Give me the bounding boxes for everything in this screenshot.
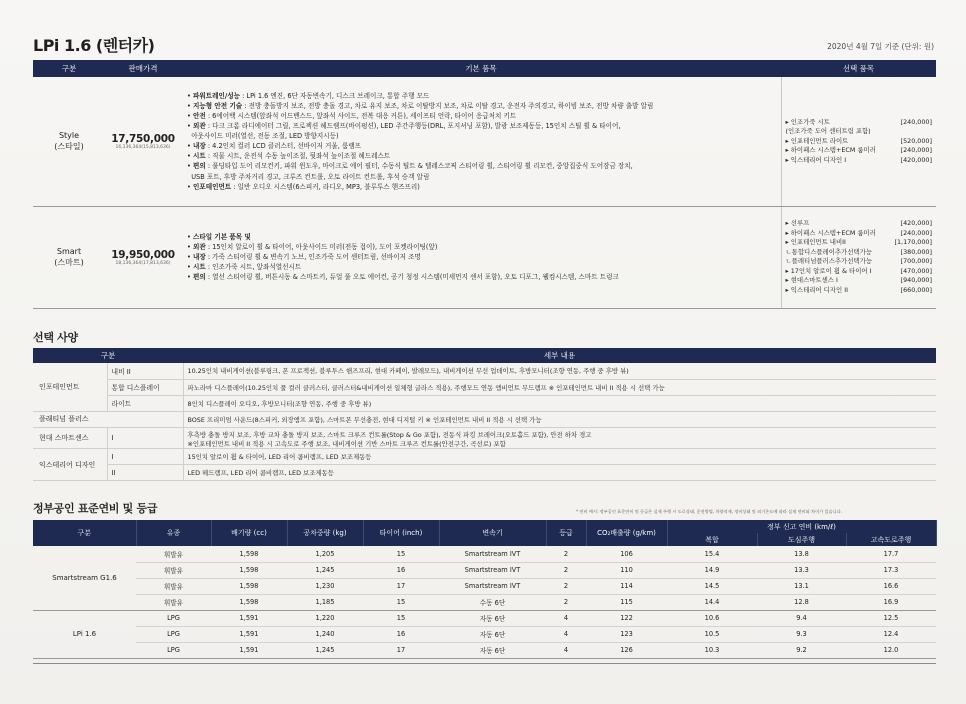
fuel-row xyxy=(33,610,936,626)
fuel-cell-transmission: Smartstream IVT xyxy=(439,546,546,562)
fuel-row xyxy=(33,546,936,562)
header-options: 선택 품목 xyxy=(781,60,936,77)
fuel-cell-city: 9.2 xyxy=(757,642,846,658)
fuel-cell-fuel-type: 휘발유 xyxy=(136,546,211,562)
fuel-cell-fuel-type: LPG xyxy=(136,642,211,658)
fuel-cell-transmission: 자동 6단 xyxy=(439,626,546,642)
trim-name: Smart xyxy=(56,247,82,256)
basic-line: • 시트 : 인조가죽 시트, 앞좌석열선시트 xyxy=(187,263,302,272)
fuel-row xyxy=(33,578,936,594)
options-header-detail: 세부 내용 xyxy=(183,348,936,363)
fuel-header-co2: CO₂배출량 (g/km) xyxy=(586,520,667,546)
fuel-header-transmission: 변속기 xyxy=(439,520,546,546)
trim-price-sub: 18,136,364(17,813,636) xyxy=(115,260,171,266)
basic-line: 아웃사이드 미러(열선, 전동 조절, LED 방향지시등) xyxy=(191,132,339,141)
option-category: 플래티넘 플러스 xyxy=(33,411,183,427)
option-detail: 15인치 알로이 휠 & 타이어, LED 리어 콤비램프, LED 보조제동등 xyxy=(183,449,936,465)
fuel-cell-grade: 4 xyxy=(546,642,586,658)
fuel-section-title: 정부공인 표준연비 및 등급 xyxy=(33,502,158,515)
option-detail: LED 헤드램프, LED 리어 콤비램프, LED 보조제동등 xyxy=(183,465,936,481)
fuel-cell-combined: 14.9 xyxy=(667,562,757,578)
option-category: 인포테인먼트 xyxy=(33,363,107,411)
fuel-cell-combined: 10.6 xyxy=(667,610,757,626)
fuel-cell-city: 13.1 xyxy=(757,578,846,594)
option-sub: II xyxy=(107,465,183,481)
basic-items xyxy=(181,206,781,308)
trim-name-cell xyxy=(33,206,105,308)
basic-line: USB 포트, 후방 주차거리 경고, 크루즈 컨트롤, 오토 라이트 컨트롤, 후석 승객 알림 xyxy=(191,172,430,181)
fuel-row xyxy=(33,642,936,658)
option-detail: BOSE 프리미엄 사운드(8스피커, 외장앰프 포함), 스마트폰 무선충전, 현대 디지털 키 ※ 인포테인먼트 내비 II 적용 시 선택 가능 xyxy=(183,411,936,427)
fuel-cell-co2: 123 xyxy=(586,626,667,642)
header-trim: 구분 xyxy=(33,60,105,77)
fuel-cell-displacement: 1,591 xyxy=(211,642,287,658)
options-section-title: 선택 사양 xyxy=(33,331,78,344)
fuel-cell-transmission: 자동 6단 xyxy=(439,610,546,626)
option-sub: 통합 디스플레이 xyxy=(107,379,183,395)
basic-line: • 지능형 안전 기술 : 전방 충돌방지 보조, 전방 충돌 경고, 차로 유지 보조, 차로 이탈방지 보조, 차로 이탈 경고, 운전자 주의경고, 하이빔 보조, 전방 차량 출발 알림 xyxy=(187,101,654,110)
option-detail: 8인치 디스플레이 오디오, 후방모니터(조향 연동, 주행 중 후방 뷰) xyxy=(183,395,936,411)
fuel-cell-co2: 114 xyxy=(586,578,667,594)
fuel-cell-transmission: 수동 6단 xyxy=(439,594,546,610)
option-item: ▸ 인포테인먼트 라이트 [520,000] xyxy=(785,136,932,145)
option-item: ▸ 하이패스 시스템+ECM 룸미러 [240,000] xyxy=(785,228,932,237)
fuel-cell-weight: 1,245 xyxy=(287,642,363,658)
fuel-cell-fuel-type: LPG xyxy=(136,610,211,626)
fuel-header-highway: 고속도로주행 xyxy=(846,533,936,546)
fuel-cell-tire: 15 xyxy=(363,594,439,610)
option-item: ▸ 익스테리어 디자인 II [660,000] xyxy=(785,285,932,294)
fuel-cell-displacement: 1,598 xyxy=(211,578,287,594)
fuel-cell-fuel-type: 휘발유 xyxy=(136,562,211,578)
option-row xyxy=(33,465,936,481)
fuel-cell-tire: 17 xyxy=(363,578,439,594)
fuel-cell-weight: 1,220 xyxy=(287,610,363,626)
fuel-cell-combined: 10.3 xyxy=(667,642,757,658)
fuel-cell-combined: 10.5 xyxy=(667,626,757,642)
fuel-cell-grade: 4 xyxy=(546,626,586,642)
fuel-header-grade: 등급 xyxy=(546,520,586,546)
fuel-header-fuel: 유종 xyxy=(136,520,211,546)
basic-line: • 파워트레인/성능 : LPi 1.6 엔진, 6단 자동변속기, 디스크 브레이크, 통합 주행 모드 xyxy=(187,91,430,100)
option-item: (인조가죽 도어 센터트림 포함) xyxy=(785,127,871,135)
fuel-cell-co2: 106 xyxy=(586,546,667,562)
fuel-cell-weight: 1,185 xyxy=(287,594,363,610)
option-item: ㄴ플래티넘플러스추가선택가능 [700,000] xyxy=(785,257,932,265)
fuel-cell-tire: 16 xyxy=(363,562,439,578)
fuel-cell-grade: 2 xyxy=(546,562,586,578)
trim-header-row xyxy=(33,60,936,77)
options-table xyxy=(33,348,936,481)
fuel-cell-co2: 126 xyxy=(586,642,667,658)
fuel-cell-highway: 16.6 xyxy=(846,578,936,594)
fuel-cell-highway: 12.5 xyxy=(846,610,936,626)
fuel-cell-combined: 14.5 xyxy=(667,578,757,594)
trim-price-cell xyxy=(105,77,181,206)
option-items xyxy=(781,77,936,206)
trim-price: 17,750,000 xyxy=(111,132,175,145)
trim-price-cell xyxy=(105,206,181,308)
option-row xyxy=(33,395,936,411)
fuel-header-displacement: 배기량 (cc) xyxy=(211,520,287,546)
fuel-cell-transmission: Smartstream IVT xyxy=(439,562,546,578)
option-detail: ※인포테인먼트 내비 II 적용 시 고속도로 주행 보조, 내비게이션 기반 스마트 크루즈 컨트롤(안전구간, 곡선로) 포함 xyxy=(183,439,936,449)
option-sub: 내비 II xyxy=(107,363,183,379)
fuel-header-combined: 복합 xyxy=(667,533,757,546)
option-detail: 10.25인치 내비게이션(블루링크, 폰 프로젝션, 블루투스 핸즈프리, 현대 카페이, 발레모드), 내비게이션 무선 업데이트, 후방모니터(조향 연동, 주행 중 후방 뷰) xyxy=(183,363,936,379)
basic-items xyxy=(181,77,781,206)
basic-line: • 시트 : 직물 시트, 운전석 수동 높이조절, 뒷좌석 높이조절 헤드레스트 xyxy=(187,152,391,161)
trim-price-sub: 16,136,364(15,813,636) xyxy=(115,144,171,150)
basic-line: • 외관 : 15인치 알로이 휠 & 타이어, 아웃사이드 미러(전동 접이), 도어 포켓라이팅(앞) xyxy=(187,242,438,251)
option-row xyxy=(33,449,936,465)
date-note: 2020년 4월 7일 기준 (단위: 원) xyxy=(827,42,934,51)
fuel-cell-fuel-type: 휘발유 xyxy=(136,594,211,610)
option-sub: I xyxy=(107,427,183,449)
fuel-body xyxy=(33,546,936,658)
option-category: 익스테리어 디자인 xyxy=(33,449,107,481)
fuel-cell-tire: 15 xyxy=(363,610,439,626)
basic-line: • 내장 : 4.2인치 컬러 LCD 클러스터, 선바이저 거울, 룸램프 xyxy=(187,142,362,151)
option-item: ▸ 인조가죽 시트 [240,000] xyxy=(785,117,932,126)
trim-name-cell xyxy=(33,77,105,206)
fuel-cell-tire: 15 xyxy=(363,546,439,562)
trim-row-smart xyxy=(33,206,936,308)
option-detail: 후측방 충돌 방지 보조, 후방 교차 충돌 방지 보조, 스마트 크루즈 컨트롤(Stop & Go 포함), 전동식 파킹 브레이크(오토홀드 포함), 안전 하차 경고 xyxy=(187,430,592,439)
fuel-cell-grade: 4 xyxy=(546,610,586,626)
fuel-cell-highway: 12.0 xyxy=(846,642,936,658)
fuel-header-efficiency: 정부 신고 연비 (km/ℓ) xyxy=(667,520,936,533)
fuel-header-city: 도심주행 xyxy=(757,533,846,546)
option-category: 현대 스마트센스 xyxy=(33,427,107,449)
basic-line: • 스타일 기본 품목 및 xyxy=(187,232,251,241)
fuel-cell-combined: 14.4 xyxy=(667,594,757,610)
fuel-cell-co2: 115 xyxy=(586,594,667,610)
option-sub: I xyxy=(107,449,183,465)
options-header-row xyxy=(33,348,936,363)
page-title: LPi 1.6 (렌터카) xyxy=(33,36,155,55)
option-item: ▸ 현대스마트센스 I [940,000] xyxy=(785,276,932,284)
fuel-cell-displacement: 1,591 xyxy=(211,626,287,642)
fuel-cell-fuel-type: LPG xyxy=(136,626,211,642)
option-item: ▸ 인포테인먼트 내비II [1,170,000] xyxy=(785,238,932,246)
fuel-cell-weight: 1,205 xyxy=(287,546,363,562)
fuel-cell-grade: 2 xyxy=(546,594,586,610)
option-item: ▸ 17인치 알로이 휠 & 타이어 I [470,000] xyxy=(785,266,932,275)
fuel-header-weight: 공차중량 (kg) xyxy=(287,520,363,546)
fuel-cell-displacement: 1,598 xyxy=(211,562,287,578)
fuel-cell-displacement: 1,598 xyxy=(211,546,287,562)
fuel-row xyxy=(33,594,936,610)
fuel-cell-city: 12.8 xyxy=(757,594,846,610)
fuel-header-row xyxy=(33,520,936,533)
trim-row-style xyxy=(33,77,936,206)
fuel-header-group: 구분 xyxy=(33,520,136,546)
fuel-cell-highway: 17.7 xyxy=(846,546,936,562)
basic-line: • 인포테인먼트 : 일반 오디오 시스템(6스피커, 라디오, MP3, 블루투스 핸즈프리) xyxy=(187,182,420,191)
fuel-group-name: Smartstream G1.6 xyxy=(33,546,136,610)
basic-line: • 편의 : 열선 스티어링 휠, 버튼시동 & 스마트키, 듀얼 풀 오토 에어컨, 공기 청정 시스템(미세먼지 센서 포함), 오토 디포그, 웰컴시스템, 스마트 트렁크 xyxy=(187,273,619,282)
trim-name-ko: (스타일) xyxy=(54,142,84,152)
option-item: ▸ 하이패스 시스템+ECM 룸미러 [240,000] xyxy=(785,146,932,154)
bottom-rule xyxy=(33,663,936,664)
fuel-cell-co2: 110 xyxy=(586,562,667,578)
option-detail: 파노라마 디스플레이(10.25인치 풀 컬러 클러스터, 클러스터&내비게이션 일체형 글라스 적용), 주행모드 연동 앰비언트 무드램프 ※ 인포테인먼트 내비 II 적용 시 선택 가능 xyxy=(183,379,936,395)
fuel-note: * 연비 예시: 정부공인 표준연비 및 등급은 실제 주행 시 도로상태, 운전방법, 차량적재, 정비상태 및 외기온도에 따라 실제 연비와 차이가 있습니다. xyxy=(576,509,843,514)
option-row xyxy=(33,379,936,395)
fuel-table xyxy=(33,520,937,659)
trim-table xyxy=(33,60,936,309)
fuel-cell-tire: 16 xyxy=(363,626,439,642)
fuel-cell-city: 9.4 xyxy=(757,610,846,626)
header-basic: 기본 품목 xyxy=(181,60,781,77)
trim-name: Style xyxy=(58,131,80,141)
option-row xyxy=(33,363,936,379)
fuel-cell-city: 13.3 xyxy=(757,562,846,578)
basic-line: • 안전 : 6에어백 시스템(앞좌석 어드밴스드, 앞좌석 사이드, 전복 대응 커튼), 세이프티 언락, 타이어 응급처치 키트 xyxy=(187,111,517,120)
option-row xyxy=(33,411,936,427)
fuel-cell-grade: 2 xyxy=(546,546,586,562)
option-item: ▸ 익스테리어 디자인 I [420,000] xyxy=(785,155,932,164)
fuel-cell-transmission: 자동 6단 xyxy=(439,642,546,658)
basic-line: • 편의 : 풀딩타입 도어 리모컨키, 파워 윈도우, 마이크로 에어 필터, 수동식 틸트 & 텔레스코픽 스티어링 휠, 스티어링 휠 리모컨, 중앙집중식 도어잠금 장치, xyxy=(187,162,633,171)
fuel-cell-highway: 17.3 xyxy=(846,562,936,578)
fuel-row xyxy=(33,626,936,642)
trim-name-ko: (스마트) xyxy=(54,258,84,267)
fuel-group-name: LPi 1.6 xyxy=(33,610,136,658)
option-item: ▸ 선루프 [420,000] xyxy=(785,219,932,227)
fuel-header-tire: 타이어 (inch) xyxy=(363,520,439,546)
fuel-cell-grade: 2 xyxy=(546,578,586,594)
fuel-cell-city: 9.3 xyxy=(757,626,846,642)
fuel-cell-city: 13.8 xyxy=(757,546,846,562)
header-price: 판매가격 xyxy=(105,60,181,77)
fuel-cell-weight: 1,245 xyxy=(287,562,363,578)
fuel-cell-displacement: 1,598 xyxy=(211,594,287,610)
trim-price: 19,950,000 xyxy=(111,248,175,261)
options-header-category: 구분 xyxy=(33,348,183,363)
basic-line: • 외관 : 다크 크롬 라디에이터 그릴, 프로젝션 헤드램프(바이펑션), LED 주간주행등(DRL, 포지셔닝 포함), 발광 보조제동등, 15인치 스틸 휠 & 타이어, xyxy=(187,122,621,131)
option-item: ㄴ통합디스플레이추가선택가능 [380,000] xyxy=(785,247,932,256)
basic-line: • 내장 : 가죽 스티어링 휠 & 변속기 노브, 인조가죽 도어 센터트림, 선바이저 조명 xyxy=(187,252,421,261)
fuel-cell-fuel-type: 휘발유 xyxy=(136,578,211,594)
fuel-cell-tire: 17 xyxy=(363,642,439,658)
option-row xyxy=(33,427,936,439)
fuel-cell-co2: 122 xyxy=(586,610,667,626)
option-items xyxy=(781,206,936,308)
fuel-cell-weight: 1,230 xyxy=(287,578,363,594)
fuel-cell-transmission: Smartstream IVT xyxy=(439,578,546,594)
fuel-cell-displacement: 1,591 xyxy=(211,610,287,626)
fuel-cell-combined: 15.4 xyxy=(667,546,757,562)
option-sub: 라이트 xyxy=(107,395,183,411)
fuel-cell-highway: 16.9 xyxy=(846,594,936,610)
fuel-cell-weight: 1,240 xyxy=(287,626,363,642)
fuel-row xyxy=(33,562,936,578)
fuel-cell-highway: 12.4 xyxy=(846,626,936,642)
